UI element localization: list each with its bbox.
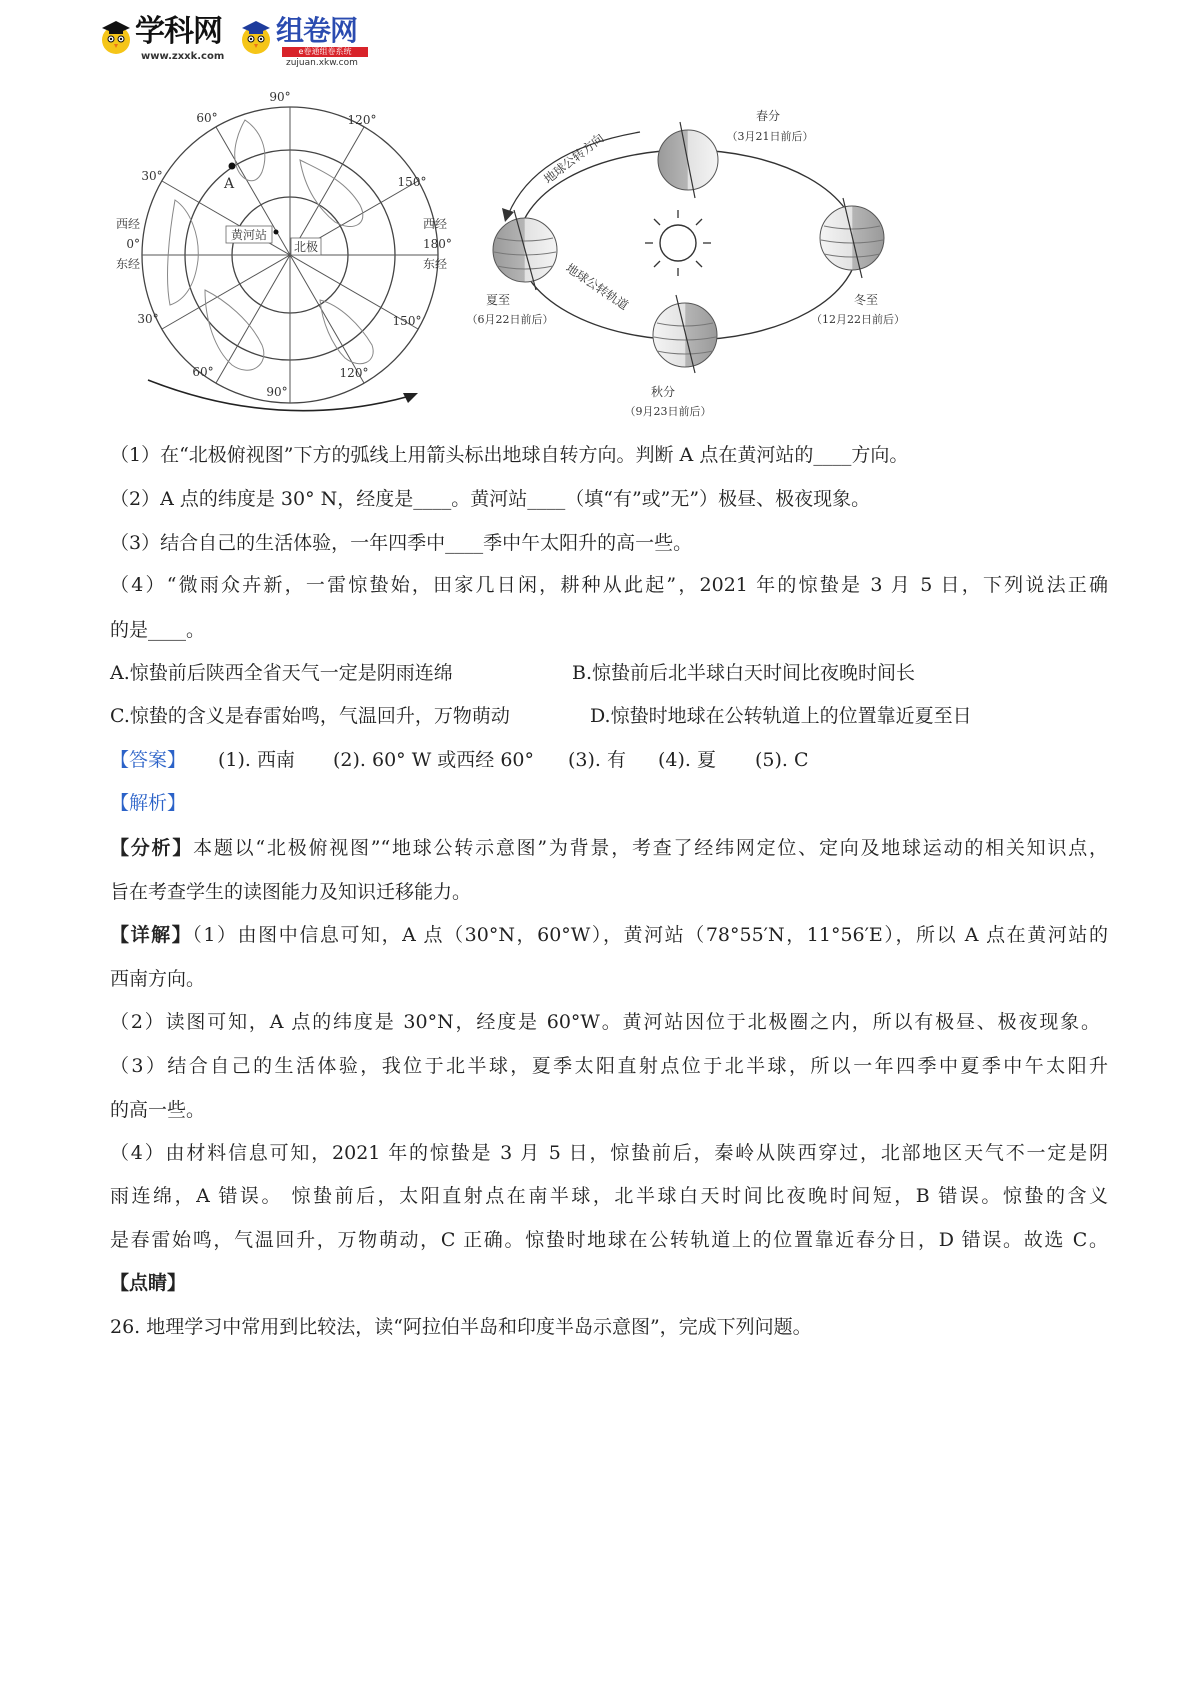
- earth-spring: [658, 108, 814, 198]
- question-4-line-1: （4）“微雨众卉新，一雷惊蛰始，田家几日闲，耕种从此起”，2021 年的惊蛰是 3 月 5 日，下列说法正确: [110, 574, 1108, 596]
- meridian-label: 120°: [339, 366, 369, 380]
- site-header: [0, 0, 400, 75]
- option-b: B.惊蛰前后北半球白天时间比夜晚时间长: [572, 662, 916, 684]
- question-3: （3）结合自己的生活体验，一年四季中____季中午太阳升的高一些。: [110, 532, 693, 554]
- landmass-outline: [300, 160, 363, 227]
- station-label: 黄河站: [230, 228, 268, 242]
- east-longitude-label: 东经: [423, 257, 448, 271]
- meridian-label: 60°: [192, 365, 214, 379]
- landmass-outlines: [168, 120, 374, 370]
- west-longitude-label: 西经: [115, 217, 140, 231]
- landmass-outline: [320, 300, 373, 364]
- xiangjie-line-1: [110, 922, 1108, 948]
- direction-arc: [508, 132, 640, 215]
- answer-row: [0, 747, 1200, 773]
- meridian-label: 120°: [347, 113, 377, 127]
- option-d: D.惊蛰时地球在公转轨道上的位置靠近夏至日: [590, 705, 972, 727]
- direction-arrow-icon: [502, 208, 514, 222]
- fenxi-line-1: [110, 835, 1108, 861]
- xiangjie-line-8: 是春雷始鸣，气温回升，万物萌动，C 正确。惊蛰时地球在公转轨道上的位置靠近春分日，D 错误。故选 C。: [110, 1229, 1108, 1251]
- autumn-label: 秋分: [650, 385, 676, 399]
- meridian-label: 60°: [196, 111, 218, 125]
- zujuan-mascot-icon: [238, 18, 274, 56]
- meridian-label: 30°: [141, 169, 163, 183]
- zujuan-url: zujuan.xkw.com: [286, 58, 358, 68]
- earth-summer: [467, 210, 558, 326]
- xiangjie-line-5: 的高一些。: [110, 1099, 206, 1121]
- meridian-label: 90°: [269, 90, 291, 104]
- polar-view-figure: [115, 85, 465, 420]
- answer-item: (5). C: [755, 749, 809, 771]
- question-26: 26. 地理学习中常用到比较法，读“阿拉伯半岛和印度半岛示意图”，完成下列问题。: [110, 1316, 812, 1338]
- station-marker: [274, 230, 279, 235]
- question-4-line-2: 的是____。: [110, 619, 206, 641]
- sun: [645, 210, 711, 276]
- winter-date: （12月22日前后）: [811, 313, 905, 326]
- xiangjie-line-2: 西南方向。: [110, 968, 206, 990]
- meridian-labels: [137, 90, 426, 399]
- sun-icon: [660, 225, 696, 261]
- point-a-marker: [229, 163, 236, 170]
- analysis-label: 【解析】: [110, 792, 187, 814]
- earth-icon: [653, 303, 717, 367]
- pole-label: 北极: [293, 240, 319, 254]
- zxxk-logo-text: 学科网: [135, 14, 222, 49]
- orbit-label: 地球公转轨道: [563, 260, 631, 313]
- direction-label: 地球公转方向: [541, 130, 607, 187]
- xiangjie-line-7: 雨连绵，A 错误。 惊蛰前后，太阳直射点在南半球，北半球白天时间比夜晚时间短，B 错误。惊蛰的含义: [110, 1185, 1108, 1207]
- east-longitude-label: 东经: [115, 257, 140, 271]
- option-c: C.惊蛰的含义是春雷始鸣，气温回升，万物萌动: [110, 705, 510, 727]
- zxxk-url: www.zxxk.com: [141, 51, 225, 62]
- zujuan-logo-text: 组卷网: [276, 14, 358, 47]
- xiangjie-line-4: （3）结合自己的生活体验，我位于北半球，夏季太阳直射点位于北半球，所以一年四季中夏季中午太阳升: [110, 1055, 1108, 1077]
- answer-item: (1). 西南: [218, 749, 295, 771]
- question-2: （2）A 点的纬度是 30° N，经度是____。黄河站____（填“有”或”无”）极昼、极夜现象。: [110, 488, 871, 510]
- summer-date: （6月22日前后）: [466, 313, 554, 326]
- antimeridian-label: 180°: [423, 237, 452, 251]
- xiangjie-line-3: （2）读图可知，A 点的纬度是 30°N，经度是 60°W。黄河站因位于北极圈之内，所以有极昼、极夜现象。: [110, 1011, 1100, 1033]
- landmass-outline: [168, 200, 199, 305]
- autumn-date: （9月23日前后）: [624, 405, 712, 418]
- answer-item: (3). 有: [568, 749, 626, 771]
- xiangjie-line-6: （4）由材料信息可知，2021 年的惊蛰是 3 月 5 日，惊蛰前后，秦岭从陕西穿过，北部地区天气不一定是阴: [110, 1142, 1108, 1164]
- option-a: A.惊蛰前后陕西全省天气一定是阴雨连绵: [110, 662, 453, 684]
- fenxi-line-2: 旨在考查学生的读图能力及知识迁移能力。: [110, 881, 472, 903]
- zujuan-tagline-band: e卷通组卷系统: [282, 47, 368, 57]
- xiangjie-label: 【详解】: [110, 924, 193, 946]
- meridian-label: 90°: [266, 385, 288, 399]
- zxxk-mascot-icon: [98, 18, 134, 56]
- point-a-label: A: [224, 176, 235, 192]
- meridian-label: 150°: [392, 314, 422, 328]
- prime-meridian-label: 0°: [126, 237, 140, 251]
- fenxi-text: 本题以“北极俯视图”“地球公转示意图”为背景，考查了经纬网定位、定向及地球运动的相关知识点，: [193, 837, 1108, 859]
- meridian-label: 30°: [137, 312, 159, 326]
- earth-autumn: [625, 295, 718, 418]
- dianjing-label: 【点睛】: [110, 1272, 187, 1294]
- answer-item: (4). 夏: [658, 749, 716, 771]
- question-1: （1）在“北极俯视图”下方的弧线上用箭头标出地球自转方向。判断 A 点在黄河站的____方向。: [110, 444, 909, 466]
- earth-orbit-figure: [445, 85, 945, 430]
- answer-label: 【答案】: [110, 749, 187, 771]
- meridian-lines: [142, 107, 438, 403]
- landmass-outline: [235, 120, 265, 181]
- answer-item: (2). 60° W 或西经 60°: [333, 749, 534, 771]
- meridian-label: 150°: [397, 175, 427, 189]
- spring-date: （3月21日前后）: [726, 130, 814, 143]
- fenxi-label: 【分析】: [110, 837, 194, 859]
- left-edge-labels: [116, 217, 140, 271]
- xiangjie-text: （1）由图中信息可知，A 点（30°N，60°W），黄河站（78°55′N，11°56′E），所以 A 点在黄河站的: [192, 924, 1108, 946]
- summer-label: 夏至: [485, 293, 511, 307]
- earth-winter: [811, 198, 905, 326]
- winter-label: 冬至: [853, 293, 879, 307]
- spring-label: 春分: [755, 109, 781, 123]
- west-longitude-label: 西经: [423, 217, 448, 231]
